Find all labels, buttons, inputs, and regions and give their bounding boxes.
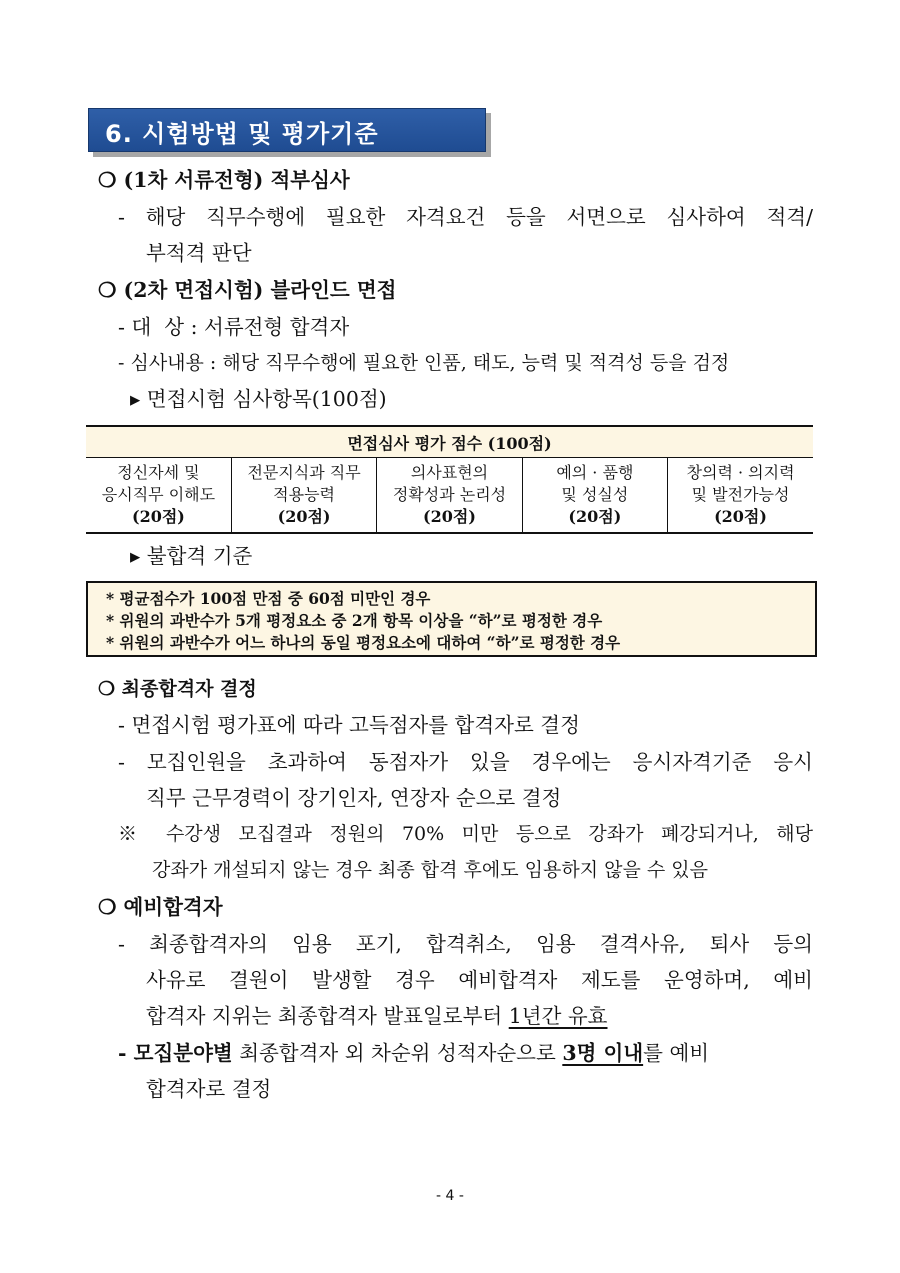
score-column-line2: 및 발전가능성	[691, 485, 790, 504]
score-column-line2: 정확성과 논리성	[392, 485, 507, 504]
fail-criteria-item: * 평균점수가 100점 만점 중 60점 미만인 경우	[106, 589, 431, 608]
fail-criteria-box	[86, 581, 817, 657]
score-column-points: (20점)	[714, 507, 767, 526]
final-note-line1: ※ 수강생 모집결과 정원의 70% 미만 등으로 강좌가 폐강되거나, 해당	[118, 823, 813, 845]
reserve-item2-end: 를 예비	[643, 1041, 710, 1065]
reserve-item2-line2: 합격자로 결정	[146, 1077, 272, 1101]
score-column-line1: 예의 · 품행	[556, 463, 634, 482]
score-column-line1: 창의력 · 의지력	[686, 463, 795, 482]
final-item2-line1: - 모집인원을 초과하여 동점자가 있을 경우에는 응시자격기준 응시	[118, 750, 813, 774]
page-number: - 4 -	[436, 1188, 464, 1204]
score-column-points: (20점)	[423, 507, 476, 526]
reserve-validity-period: 1년간 유효	[508, 1004, 608, 1028]
score-column-line2: 및 성실성	[561, 485, 629, 504]
score-column-points: (20점)	[277, 507, 331, 526]
stage1-heading: ❍ (1차 서류전형) 적부심사	[98, 168, 350, 192]
score-column	[668, 458, 813, 534]
reserve-item2-count: 3명 이내	[562, 1041, 644, 1065]
score-column	[231, 458, 376, 534]
final-note-line2: 강좌가 개설되지 않는 경우 최종 합격 후에도 임용하지 않을 수 있음	[152, 859, 708, 881]
reserve-item1-line1: - 최종합격자의 임용 포기, 합격취소, 임용 결격사유, 퇴사 등의	[118, 932, 813, 956]
reserve-item2-field: 모집분야별	[133, 1041, 233, 1065]
score-column	[522, 458, 667, 534]
score-column	[377, 458, 522, 534]
reserve-item2-mid: 최종합격자 외 차순위 성적자순으로	[232, 1041, 563, 1065]
score-column-points: (20점)	[568, 507, 622, 526]
reserve-item2-line1	[118, 1038, 813, 1068]
reserve-item1-line3-text: 합격자 지위는 최종합격자 발표일로부터	[146, 1004, 509, 1028]
stage1-item1-line1: - 해당 직무수행에 필요한 자격요건 등을 서면으로 심사하여 적격/	[118, 205, 813, 229]
stage2-heading: ❍ (2차 면접시험) 블라인드 면접	[98, 278, 397, 302]
reserve-item1-line3	[146, 1001, 608, 1031]
fail-criteria-item: * 위원의 과반수가 어느 하나의 동일 평정요소에 대하여 “하”로 평정한 경우	[106, 633, 621, 652]
stage2-interview-items: ▸ 면접시험 심사항목(100점)	[130, 387, 387, 411]
final-item1: - 면접시험 평가표에 따라 고득점자를 합격자로 결정	[118, 713, 580, 737]
final-item2-line2: 직무 근무경력이 장기인자, 연장자 순으로 결정	[146, 786, 562, 810]
score-column-points: (20점)	[132, 507, 185, 526]
final-heading: ❍ 최종합격자 결정	[98, 678, 257, 700]
fail-criteria-item: * 위원의 과반수가 5개 평정요소 중 2개 항목 이상을 “하”로 평정한 경우	[106, 611, 603, 630]
score-column-line2: 적용능력	[273, 485, 335, 504]
stage1-item1-line2: 부적격 판단	[146, 241, 252, 265]
reserve-item2-dash: -	[118, 1041, 134, 1065]
score-table-header: 면접심사 평가 점수 (100점)	[86, 426, 813, 458]
score-column	[86, 458, 231, 534]
score-table	[86, 425, 813, 534]
score-column-line1: 의사표현의	[410, 463, 489, 482]
score-column-line1: 전문지식과 직무	[247, 463, 361, 482]
reserve-heading: ❍ 예비합격자	[98, 895, 223, 919]
section-title: 6. 시험방법 및 평가기준	[105, 120, 379, 148]
stage2-target: - 대 상 : 서류전형 합격자	[118, 315, 350, 339]
score-column-line1: 정신자세 및	[117, 463, 200, 482]
score-column-line2: 응시직무 이해도	[101, 485, 216, 504]
fail-criteria-heading: ▸ 불합격 기준	[130, 544, 253, 568]
stage2-content: - 심사내용 : 해당 직무수행에 필요한 인품, 태도, 능력 및 적격성 등을 검정	[118, 352, 730, 374]
reserve-item1-line2: 사유로 결원이 발생할 경우 예비합격자 제도를 운영하며, 예비	[146, 968, 813, 992]
section-title-box	[88, 108, 486, 152]
